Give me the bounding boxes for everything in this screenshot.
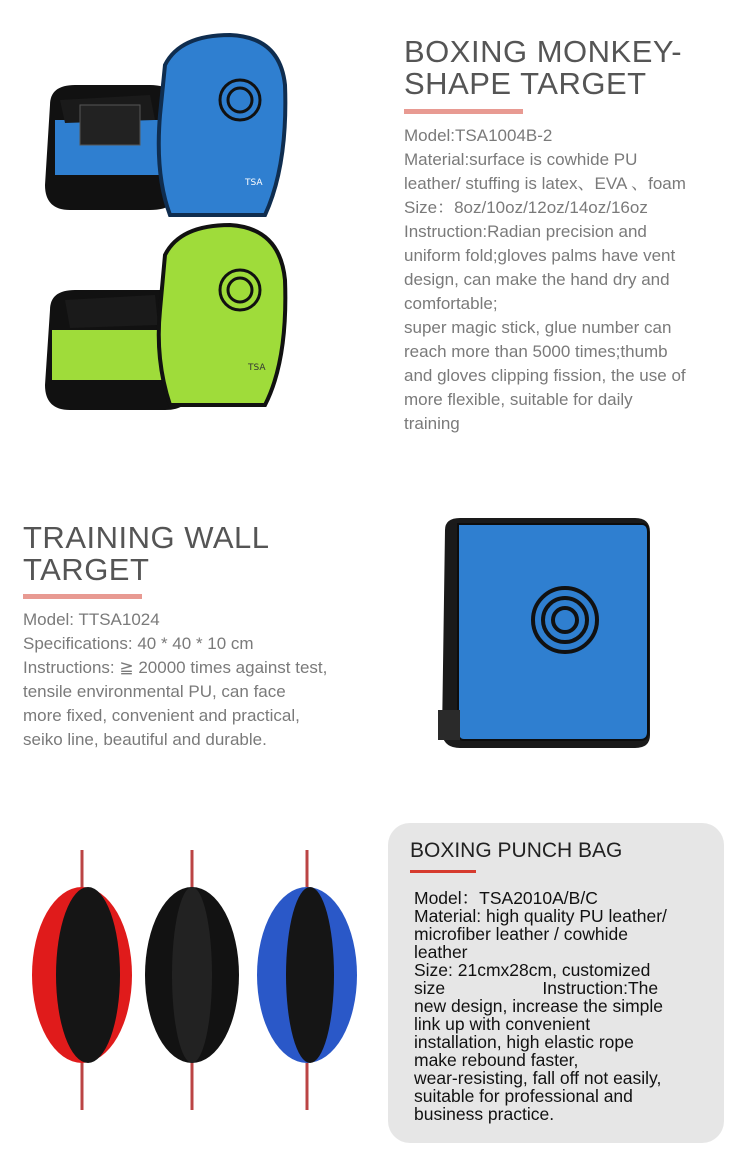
section1-accent-bar bbox=[404, 109, 523, 114]
text-line: training bbox=[404, 414, 460, 433]
text-line: Model：TSA2010A/B/C bbox=[414, 888, 598, 908]
text-line: seiko line, beautiful and durable. bbox=[23, 730, 267, 749]
text-line: Model:TSA1004B-2 bbox=[404, 126, 553, 145]
section2-title-line1: TRAINING WALL bbox=[23, 520, 270, 555]
text-line: Size：8oz/10oz/12oz/14oz/16oz bbox=[404, 198, 648, 217]
text-line: super magic stick, glue number can bbox=[404, 318, 672, 337]
svg-text:TSA: TSA bbox=[248, 363, 266, 373]
section2-accent-bar bbox=[23, 594, 142, 599]
section2-title bbox=[23, 522, 363, 586]
text-line: suitable for professional and bbox=[414, 1086, 633, 1106]
text-line: Size: 21cmx28cm, customized bbox=[414, 960, 651, 980]
text-line: microfiber leather / cowhide bbox=[414, 924, 628, 944]
text-line: installation, high elastic rope bbox=[414, 1032, 634, 1052]
text-line: leather/ stuffing is latex、EVA 、foam bbox=[404, 174, 686, 193]
text-line: reach more than 5000 times;thumb bbox=[404, 342, 668, 361]
green-focus-mitt-image bbox=[40, 220, 310, 420]
text-line: link up with convenient bbox=[414, 1014, 591, 1034]
blue-focus-mitt-image bbox=[30, 25, 300, 225]
text-line: new design, increase the simple bbox=[414, 996, 664, 1016]
section1-title-line1: BOXING MONKEY- bbox=[404, 34, 683, 69]
text-line: Instructions: ≧ 20000 times against test, bbox=[23, 658, 328, 677]
text-line: Specifications: 40 * 40 * 10 cm bbox=[23, 634, 254, 653]
text-line: leather bbox=[414, 942, 468, 962]
section3-title: BOXING PUNCH BAG bbox=[410, 839, 623, 862]
text-line: uniform fold;gloves palms have vent bbox=[404, 246, 676, 265]
section1-title bbox=[404, 36, 744, 100]
text-line: Material: high quality PU leather/ bbox=[414, 906, 667, 926]
text-line: Instruction:Radian precision and bbox=[404, 222, 647, 241]
section2-title-line2: TARGET bbox=[23, 552, 150, 587]
text-line: make rebound faster, bbox=[414, 1050, 579, 1070]
text-line: wear-resisting, fall off not easily, bbox=[414, 1068, 662, 1088]
text-line: and gloves clipping fission, the use of bbox=[404, 366, 686, 385]
text-line: Material:surface is cowhide PU bbox=[404, 150, 638, 169]
text-line: comfortable; bbox=[404, 294, 498, 313]
punch-bags-image bbox=[25, 845, 370, 1115]
text-line: tensile environmental PU, can face bbox=[23, 682, 286, 701]
section1-title-line2: SHAPE TARGET bbox=[404, 66, 647, 101]
section1-description bbox=[404, 124, 744, 436]
text-line: business practice. bbox=[414, 1104, 555, 1124]
text-line: Model: TTSA1024 bbox=[23, 610, 160, 629]
section3-description bbox=[414, 889, 714, 1123]
text-line: more fixed, convenient and practical, bbox=[23, 706, 300, 725]
section2-description bbox=[23, 608, 383, 752]
text-line: more flexible, suitable for daily bbox=[404, 390, 633, 409]
section3-accent-bar bbox=[410, 870, 476, 873]
text-line: design, can make the hand dry and bbox=[404, 270, 670, 289]
svg-text:TSA: TSA bbox=[245, 178, 263, 188]
wall-target-image bbox=[430, 510, 660, 755]
text-line: size Instruction:The bbox=[414, 978, 659, 998]
